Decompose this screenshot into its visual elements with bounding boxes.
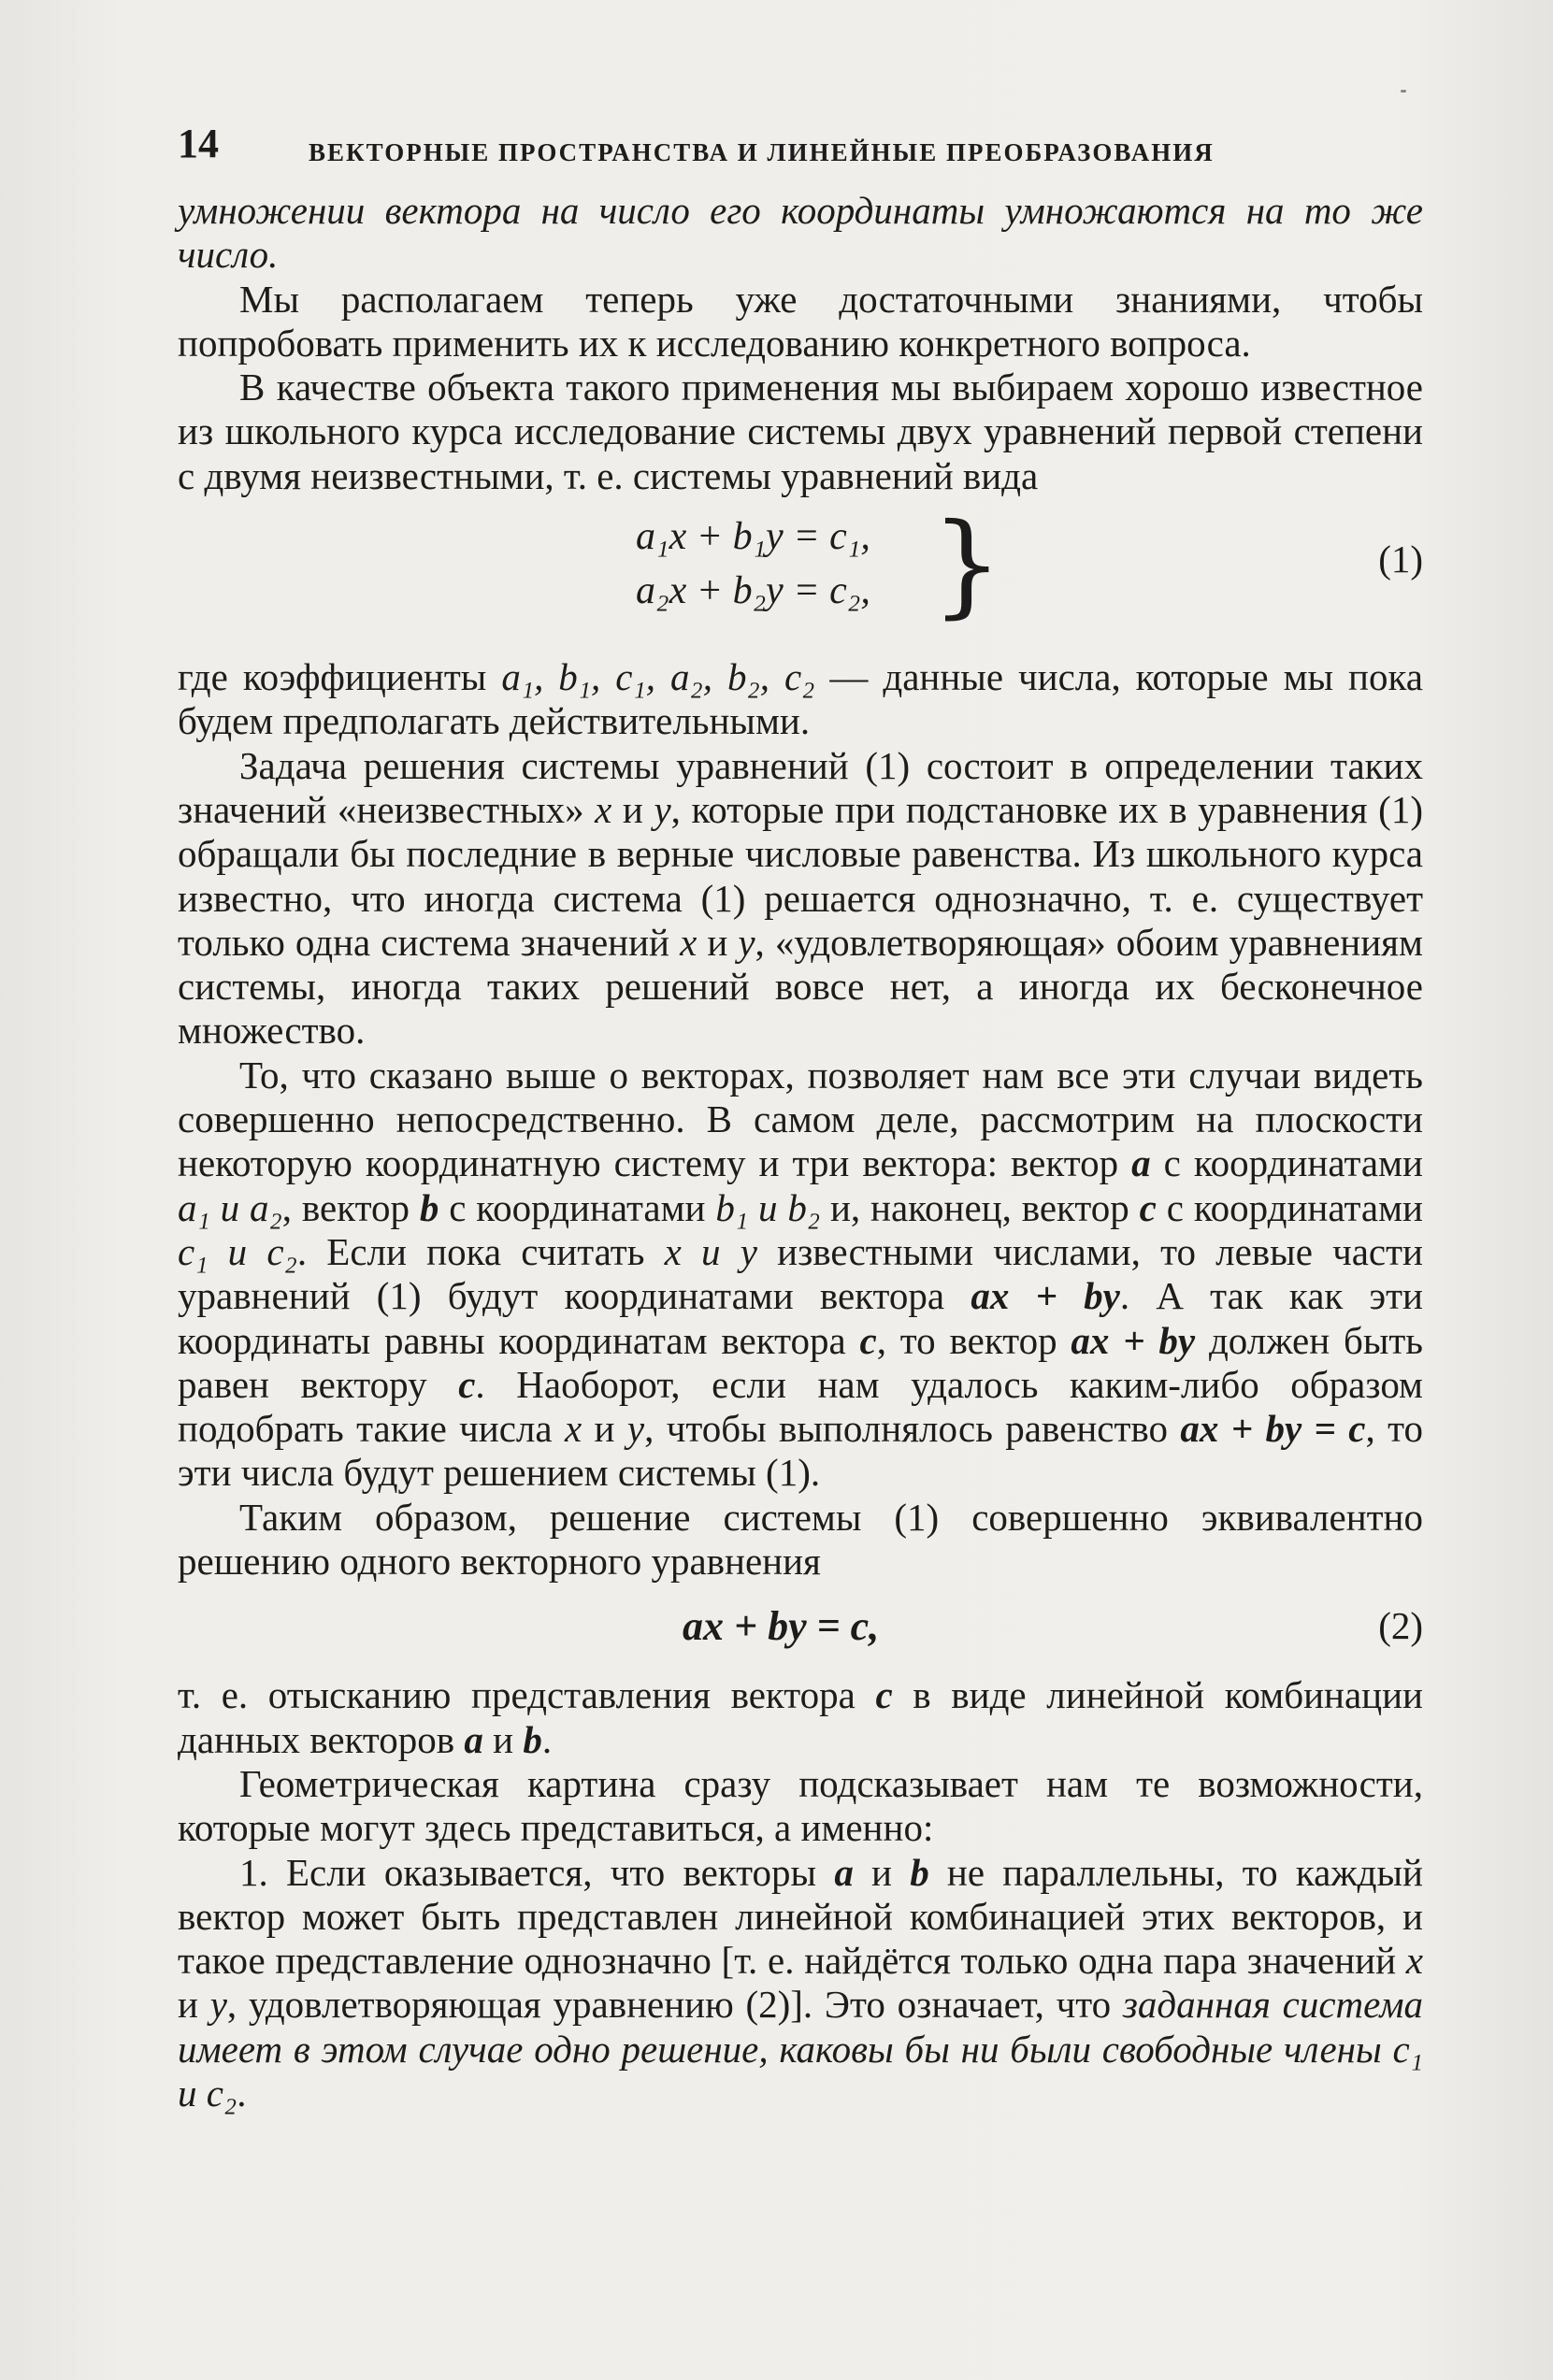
x-and-y: x и y	[664, 1229, 757, 1273]
p10-and2: и	[178, 1983, 210, 2027]
p5-text-2: , которые при подстановке их в уравнения (1) обращали бы последние в верные числовые равенства. Из школьного курса известно, что иногда система (1) решается однозначно, т. е. существует только одна система значений	[178, 787, 1423, 964]
running-title: ВЕКТОРНЫЕ ПРОСТРАНСТВА И ЛИНЕЙНЫЕ ПРЕОБРАЗОВАНИЯ	[309, 138, 1215, 166]
p6-t1: То, что сказано выше о векторах, позволяет нам все эти случаи видеть совершенно непосредственно. В самом деле, рассмотрим на плоскости некоторую координатную систему и три вектора: вектор	[178, 1053, 1423, 1185]
p6-y: y	[626, 1407, 645, 1451]
p6-t4: с координатами	[439, 1185, 716, 1229]
p8-and: и	[482, 1717, 524, 1761]
p8-vector-b: b	[523, 1717, 542, 1761]
vector-equation: ax + by = c,	[683, 1603, 880, 1650]
c-coords: c₁ и c₂	[178, 1229, 297, 1273]
right-brace-icon: }	[931, 500, 1003, 631]
p6-t11: должен быть равен вектору	[178, 1318, 1424, 1406]
paragraph-7: Таким образом, решение системы (1) совершенно эквивалентно решению одного векторного уравнения	[178, 1495, 1423, 1584]
paragraph-10	[178, 1851, 1423, 2116]
paragraph-6	[178, 1054, 1423, 1496]
vector-ax-by: ax + by	[971, 1274, 1120, 1318]
p10-t3: , удовлетворяющая уравнению (2)]. Это означает, что	[226, 1983, 1123, 2027]
p6-t13: , чтобы выполнялось равенство	[644, 1407, 1181, 1451]
paragraph-2: Мы располагаем теперь уже достаточными знаниями, чтобы попробовать применить их к исследованию конкретного вопроса.	[178, 277, 1423, 365]
vector-equation-inline: ax + by = c	[1180, 1407, 1366, 1451]
p6-t8: известными числами, то левые части уравнений (1) будут координатами вектора	[178, 1229, 1423, 1318]
p10-italic-conclusion: заданная система имеет в этом случае одно решение, каковы бы ни были свободные члены c₁ и c₂	[178, 1983, 1423, 2115]
p6-t5: и, наконец, вектор	[820, 1185, 1140, 1229]
paragraph-9: Геометрическая картина сразу подсказывает нам те возможности, которые могут здесь представиться, а именно:	[178, 1761, 1423, 1850]
p5-y: y	[654, 787, 671, 831]
vector-c: c	[1139, 1185, 1157, 1229]
p5-and2: и	[697, 920, 739, 964]
system-lines	[636, 509, 870, 618]
p4-text-2: — данные числа, которые мы пока будем предполагать действительными.	[178, 655, 1423, 743]
equation-line-2: a₂x + b₂y = c₂,	[636, 569, 870, 613]
p8-vector-c: c	[875, 1673, 893, 1717]
p5-text-3: , «удовлетворяющая» обоим уравнениям системы, иногда таких решений вовсе нет, а иногда их бесконечное множество.	[178, 920, 1423, 1053]
p5-x: x	[595, 787, 612, 831]
paragraph-4	[178, 655, 1423, 744]
p5-text-1: Задача решения системы уравнений (1) состоит в определении таких значений «неизвестных»	[178, 743, 1423, 831]
p10-vector-a: a	[834, 1850, 854, 1894]
p6-x: x	[564, 1407, 582, 1451]
p8-t3: .	[541, 1717, 553, 1761]
a-coords: a₁ и a₂	[178, 1185, 282, 1229]
paragraph-5	[178, 744, 1423, 1054]
vector-c-2: c	[859, 1318, 877, 1362]
p5-x2: x	[680, 920, 697, 964]
p8-t2: в виде линейной комбинации данных векторов	[178, 1673, 1423, 1761]
p10-t1: 1. Если оказывается, что векторы	[239, 1850, 835, 1894]
p5-y2: y	[738, 920, 755, 964]
vector-a: a	[1131, 1141, 1151, 1185]
p6-t6: с координатами	[1156, 1185, 1423, 1229]
vector-b: b	[419, 1185, 439, 1229]
p10-t2: не параллельны, то каждый вектор может быть представлен линейной комбинацией этих векторов, и такое представление однозначно [т. е. найдётся только одна пара значений	[178, 1850, 1423, 1983]
equation-2	[178, 1600, 1423, 1660]
p10-vector-b: b	[910, 1850, 929, 1894]
page-number: 14	[178, 121, 219, 166]
b-coords: b₁ и b₂	[715, 1185, 821, 1229]
vector-c-3: c	[458, 1362, 476, 1406]
p6-t2: с координатами	[1150, 1141, 1423, 1185]
paragraph-continuation: умножении вектора на число его координаты умножаются на то же число.	[178, 189, 1423, 277]
p6-t7: . Если пока считать	[296, 1229, 665, 1273]
text-column	[178, 110, 1423, 2115]
p6-t3: , вектор	[281, 1185, 420, 1229]
print-speck	[1401, 90, 1406, 93]
p6-t10: , то вектор	[876, 1318, 1071, 1362]
p6-t14: , то эти числа будут решением системы (1).	[178, 1407, 1423, 1495]
p10-x: x	[1405, 1939, 1423, 1983]
paragraph-3: В качестве объекта такого применения мы выбираем хорошо известное из школьного курса исследование системы двух уравнений первой степени с двумя неизвестными, т. е. системы уравнений вида	[178, 366, 1423, 497]
equation-number-1: (1)	[1378, 538, 1423, 581]
p6-and: и	[582, 1407, 627, 1451]
p8-t1: т. е. отысканию представления вектора	[178, 1673, 876, 1717]
page-header	[178, 110, 1423, 170]
p10-y: y	[209, 1983, 227, 2027]
paragraph-8	[178, 1673, 1423, 1762]
p6-t9: . А так как эти координаты равны координатам вектора	[178, 1274, 1423, 1362]
p8-vector-a: a	[464, 1717, 483, 1761]
p10-and: и	[853, 1850, 911, 1894]
p6-t12: . Наоборот, если нам удалось каким-либо образом подобрать такие числа	[178, 1362, 1423, 1451]
p4-vars: a₁, b₁, c₁, a₂, b₂, c₂	[501, 655, 815, 699]
p4-text-1: где коэффициенты	[178, 655, 502, 699]
vector-ax-by-2: ax + by	[1071, 1318, 1196, 1362]
equation-line-1: a₁x + b₁y = c₁,	[636, 515, 870, 559]
equation-number-2: (2)	[1378, 1604, 1423, 1648]
equation-system-1	[178, 500, 1423, 631]
p10-t4: .	[237, 2071, 247, 2115]
p5-and: и	[611, 787, 654, 831]
